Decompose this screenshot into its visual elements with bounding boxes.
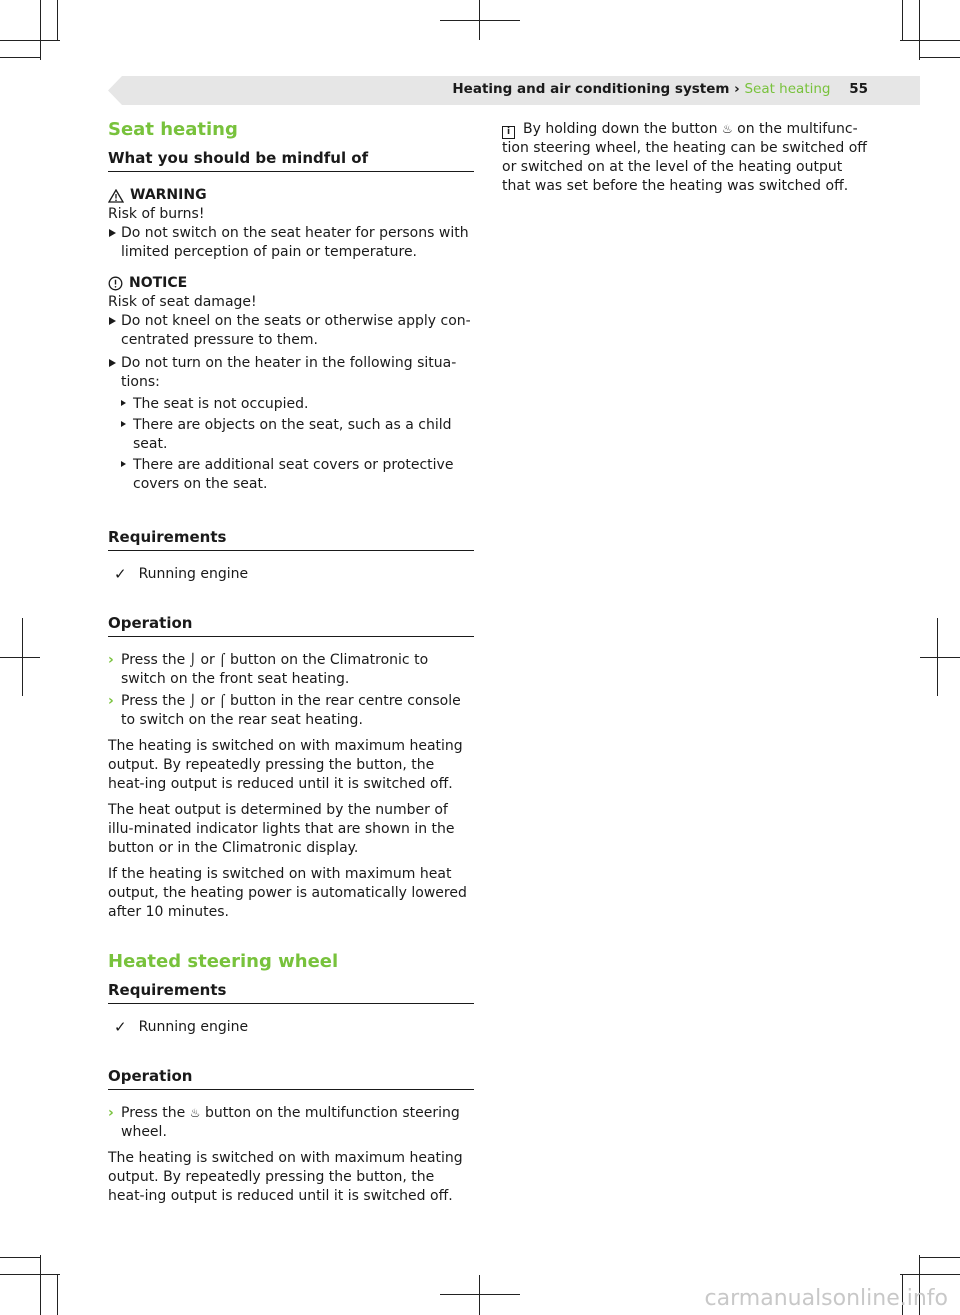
- step-text: or: [200, 693, 215, 709]
- warning-text: Risk of burns!: [108, 206, 205, 222]
- breadcrumb-separator: ›: [734, 81, 740, 97]
- notice-item: Do not kneel on the seats or otherwise apply con-centrated pressure to them.: [108, 312, 474, 350]
- subheading-operation: Operation: [108, 1067, 474, 1090]
- steering-heat-icon: ♨: [721, 122, 733, 136]
- notice-title: [108, 274, 474, 293]
- body-paragraph: The heat output is determined by the number of illu-minated indicator lights that are shown in the button or in the Climatronic display.: [108, 802, 455, 856]
- seat-heat-right-icon: ⌠: [219, 653, 226, 667]
- subheading-operation: Operation: [108, 614, 474, 637]
- seat-heat-right-icon: ⌠: [219, 694, 226, 708]
- subheading-mindful: What you should be mindful of: [108, 149, 474, 172]
- step-chevron-icon: ›: [108, 652, 114, 668]
- seat-heat-left-icon: ⌡: [189, 653, 196, 667]
- info-text: on the multifunc-tion steering wheel, the heating can be switched off or switched on at the level of the heating output that was set before the heating was switched off.: [502, 121, 867, 194]
- check-icon: ✓: [114, 1018, 127, 1036]
- notice-subitem: There are additional seat covers or protective covers on the seat.: [108, 456, 474, 494]
- notice-label: NOTICE: [129, 275, 188, 291]
- body-paragraph: If the heating is switched on with maximum heat output, the heating power is automatically lowered after 10 minutes.: [108, 866, 467, 920]
- step-text: button on the Climatronic to switch on the front seat heating.: [121, 652, 429, 687]
- requirement-item: [108, 1018, 474, 1037]
- warning-title: [108, 186, 474, 205]
- subheading-requirements: Requirements: [108, 981, 474, 1004]
- body-paragraph: The heating is switched on with maximum heating output. By repeatedly pressing the button, the heat-ing output is reduced until it is switched off.: [108, 738, 463, 792]
- operation-step: [108, 1104, 474, 1142]
- info-box-icon: i: [502, 126, 515, 139]
- breadcrumb-current: Seat heating: [744, 81, 831, 97]
- step-text: button on the multifunction steering wheel.: [121, 1105, 460, 1140]
- page-number: 55: [849, 81, 868, 97]
- notice-item: Do not turn on the heater in the following situa-tions:: [108, 354, 474, 392]
- requirement-text: Running engine: [138, 566, 249, 582]
- step-chevron-icon: ›: [108, 1105, 114, 1121]
- step-text: Press the: [121, 1105, 186, 1121]
- step-text: Press the: [121, 693, 186, 709]
- seat-heat-left-icon: ⌡: [189, 694, 196, 708]
- running-header: [452, 81, 868, 97]
- requirement-item: [108, 565, 474, 584]
- info-text: By holding down the button: [523, 121, 718, 137]
- watermark: carmanualsonline.info: [704, 1286, 948, 1311]
- check-icon: ✓: [114, 565, 127, 583]
- steering-heat-icon: ♨: [189, 1106, 201, 1120]
- section-title-seat-heating: Seat heating: [108, 119, 238, 140]
- info-note: [502, 120, 868, 196]
- notice-text: Risk of seat damage!: [108, 294, 257, 310]
- body-paragraph: The heating is switched on with maximum heating output. By repeatedly pressing the button, the heat-ing output is reduced until it is switched off.: [108, 1150, 463, 1204]
- right-column: [502, 120, 868, 203]
- subheading-requirements: Requirements: [108, 528, 474, 551]
- section-title-heated-steering-wheel: Heated steering wheel: [108, 951, 339, 972]
- breadcrumb-section[interactable]: Heating and air conditioning system: [452, 81, 730, 97]
- step-chevron-icon: ›: [108, 693, 114, 709]
- step-text: button in the rear centre console to switch on the rear seat heating.: [121, 693, 461, 728]
- step-text: or: [200, 652, 215, 668]
- notice-subitem: The seat is not occupied.: [108, 395, 474, 414]
- operation-step: [108, 651, 474, 689]
- operation-step: [108, 692, 474, 730]
- left-column: [108, 116, 474, 1213]
- warning-triangle-icon: [108, 189, 124, 203]
- requirement-text: Running engine: [138, 1019, 249, 1035]
- step-text: Press the: [121, 652, 186, 668]
- notice-subitem: There are objects on the seat, such as a child seat.: [108, 416, 474, 454]
- warning-label: WARNING: [130, 187, 207, 203]
- warning-item: Do not switch on the seat heater for persons with limited perception of pain or temperature.: [108, 224, 474, 262]
- notice-circle-icon: [108, 276, 123, 291]
